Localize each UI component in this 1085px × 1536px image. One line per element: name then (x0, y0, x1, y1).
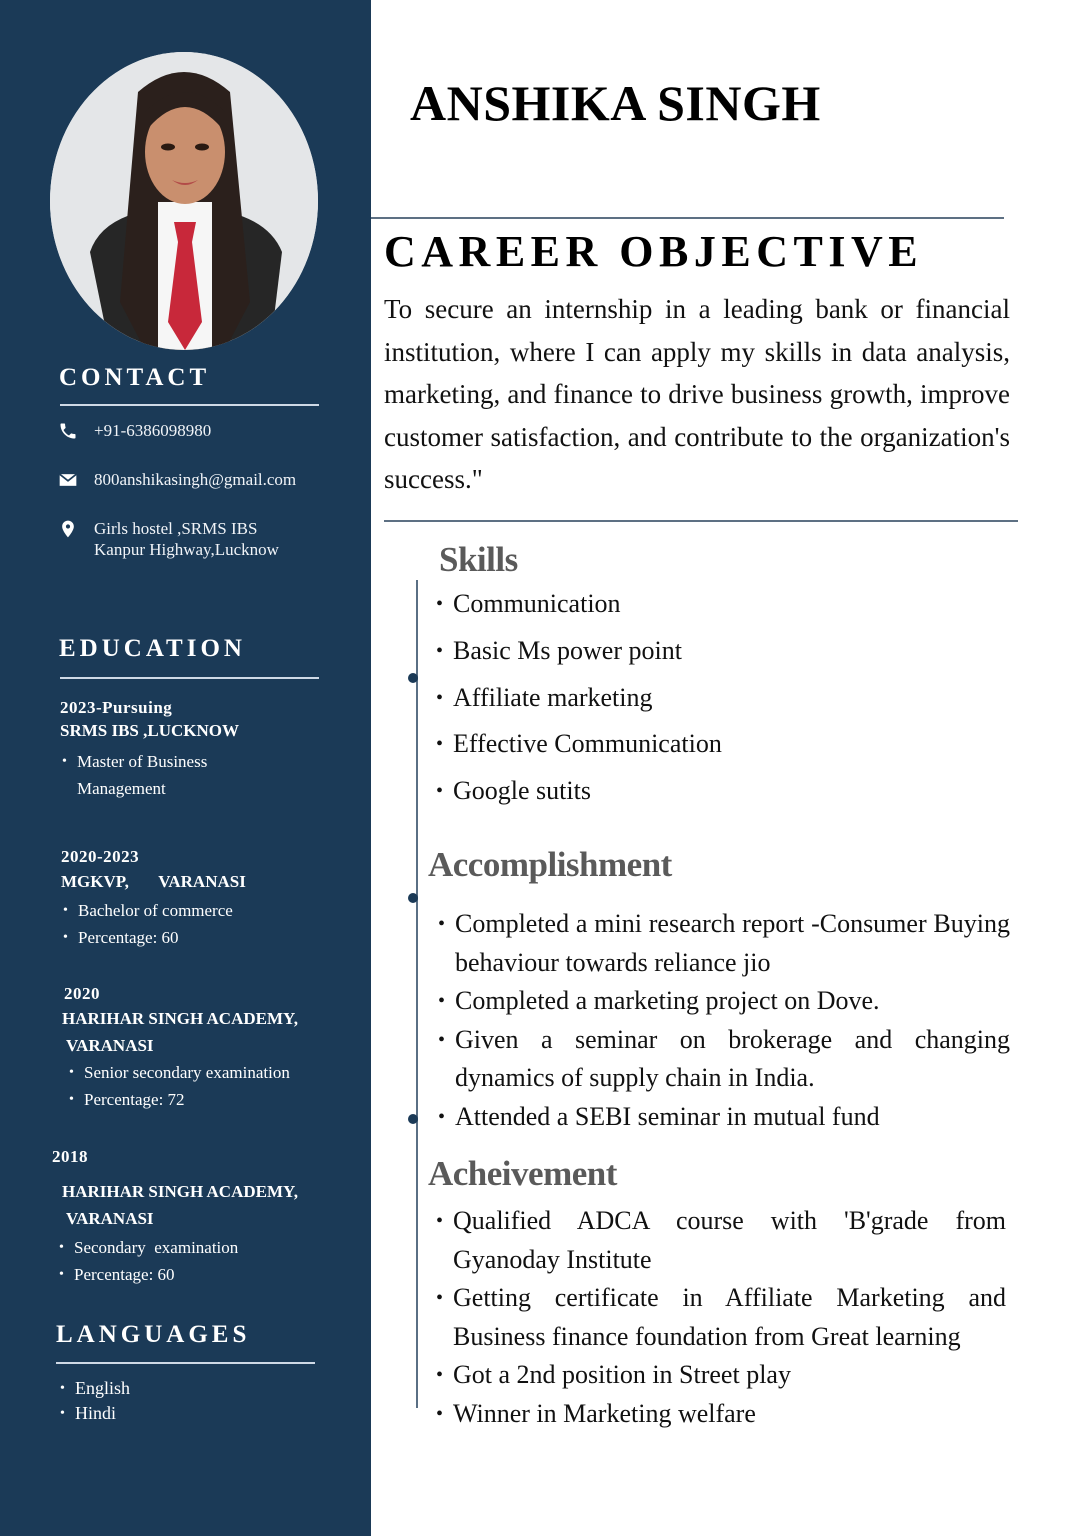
accomplishment-heading: Accomplishment (428, 845, 672, 884)
profile-photo (50, 52, 318, 350)
achievement-list (434, 1202, 1006, 1433)
skill-item: • Affiliate marketing (434, 675, 994, 722)
skill-item: • Communication (434, 581, 994, 628)
education-year: 2018 (52, 1147, 88, 1166)
education-detail: • Bachelor of commerce (61, 897, 246, 924)
timeline-dot (408, 1114, 418, 1124)
education-year: 2023-Pursuing (60, 698, 173, 717)
education-year: 2020 (64, 984, 100, 1003)
education-year: 2020-2023 (61, 847, 140, 866)
sidebar (0, 0, 371, 1536)
education-details (57, 1234, 298, 1288)
career-objective-heading: CAREER OBJECTIVE (384, 227, 924, 276)
education-entry (61, 845, 246, 951)
phone-icon (58, 421, 78, 441)
education-school: SRMS IBS ,LUCKNOW (60, 721, 240, 740)
education-details (67, 1059, 298, 1113)
education-detail: • Master of Business Management (60, 748, 239, 802)
contact-heading: CONTACT (59, 364, 211, 391)
contact-address (58, 518, 279, 560)
education-detail: • Senior secondary examination (67, 1059, 298, 1086)
location-pin-icon (58, 519, 78, 539)
education-detail: • Percentage: 60 (61, 924, 246, 951)
language-item: • English (60, 1376, 130, 1401)
skill-item: • Google sutits (434, 768, 994, 815)
education-detail: • Secondary examination (57, 1234, 298, 1261)
education-school: HARIHAR SINGH ACADEMY, (62, 1009, 298, 1028)
skills-heading: Skills (439, 540, 518, 579)
accomplishment-item: • Completed a marketing project on Dove. (436, 982, 1010, 1021)
address-line-1: Girls hostel ,SRMS IBS (94, 519, 258, 538)
education-school-city: VARANASI (66, 1209, 154, 1228)
timeline-dot (408, 893, 418, 903)
skill-item: • Effective Communication (434, 721, 994, 768)
education-school: MGKVP, VARANASI (61, 872, 246, 891)
education-detail: • Percentage: 72 (67, 1086, 298, 1113)
education-details (61, 897, 246, 951)
accomplishment-item: • Completed a mini research report -Consumer Buying behaviour towards reliance jio (436, 905, 1010, 982)
accomplishment-item: • Attended a SEBI seminar in mutual fund (436, 1098, 1010, 1137)
skill-item: • Basic Ms power point (434, 628, 994, 675)
candidate-name: ANSHIKA SINGH (410, 75, 821, 131)
objective-divider (384, 520, 1018, 522)
education-divider (60, 677, 319, 679)
accomplishment-list (436, 905, 1010, 1136)
contact-divider (60, 404, 319, 406)
timeline-dot (408, 673, 418, 683)
header-divider (371, 217, 1004, 219)
timeline-line (416, 580, 418, 1408)
education-heading: EDUCATION (59, 635, 246, 662)
education-school: HARIHAR SINGH ACADEMY, (62, 1182, 298, 1201)
achievement-item: • Getting certificate in Affiliate Marketing and Business finance foundation from Great learning (434, 1279, 1006, 1356)
languages-divider (56, 1362, 315, 1364)
education-details (60, 748, 239, 802)
profile-photo-illustration (50, 52, 318, 350)
achievement-item: • Winner in Marketing welfare (434, 1395, 1006, 1434)
achievement-item: • Got a 2nd position in Street play (434, 1356, 1006, 1395)
contact-email (58, 469, 296, 490)
language-item: • Hindi (60, 1401, 130, 1426)
achievement-heading: Acheivement (428, 1154, 617, 1193)
career-objective-text: To secure an internship in a leading bank or financial institution, where I can apply my skills in data analysis, marketing, and finance to drive business growth, improve customer satisfaction, and contribute to the organization's success." (384, 294, 1010, 494)
email-address: 800anshikasingh@gmail.com (94, 470, 297, 489)
mail-icon (58, 470, 78, 490)
phone-number: +91-6386098980 (94, 421, 212, 440)
education-school-city: VARANASI (66, 1036, 154, 1055)
education-entry (52, 1145, 298, 1288)
education-entry (60, 696, 239, 802)
contact-phone (58, 420, 211, 441)
skills-list (434, 581, 994, 815)
education-entry (62, 982, 298, 1113)
education-detail: • Percentage: 60 (57, 1261, 298, 1288)
address-line-2: Kanpur Highway,Lucknow (94, 540, 279, 559)
languages-heading: LANGUAGES (56, 1321, 251, 1348)
achievement-item: • Qualified ADCA course with 'B'grade from Gyanoday Institute (434, 1202, 1006, 1279)
languages-list (60, 1376, 130, 1426)
accomplishment-item: • Given a seminar on brokerage and changing dynamics of supply chain in India. (436, 1021, 1010, 1098)
